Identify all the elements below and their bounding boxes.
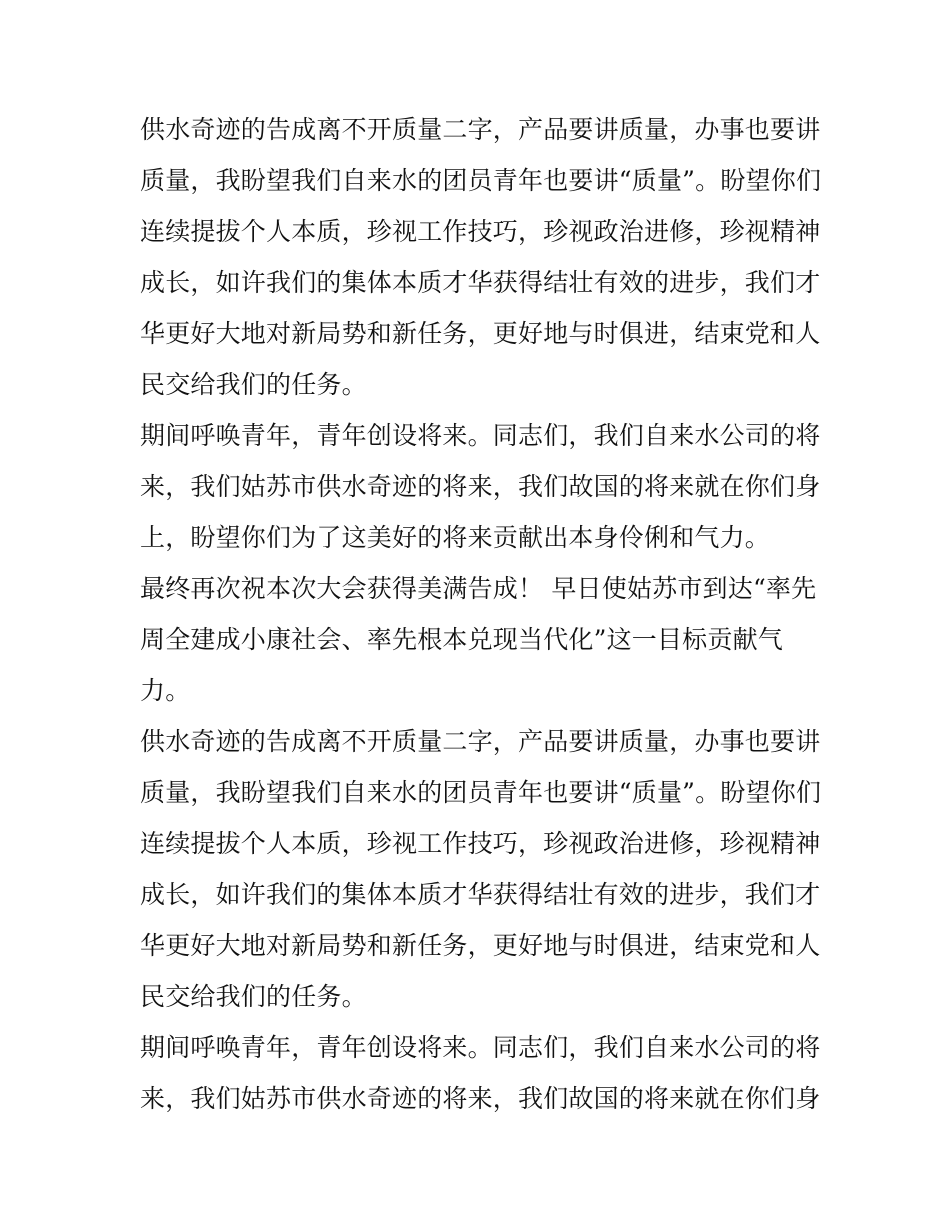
text-line: 期间呼唤青年，青年创设将来。同志们，我们自来水公司的将 [140,421,821,450]
text-line: 供水奇迹的告成离不开质量二字，产品要讲质量，办事也要讲 [140,115,821,144]
text-line: 质量，我盼望我们自来水的团员青年也要讲“质量”。盼望你们 [140,166,822,195]
text-line: 成长，如许我们的集体本质才华获得结壮有效的进步，我们才 [140,880,821,909]
text-line: 民交给我们的任务。 [140,370,367,399]
body-text [140,104,830,1124]
text-line: 来，我们姑苏市供水奇迹的将来，我们故国的将来就在你们身 [140,1084,821,1113]
text-line: 最终再次祝本次大会获得美满告成！ 早日使姑苏市到达“率先 [140,574,817,603]
text-line: 民交给我们的任务。 [140,982,367,1011]
text-line: 周全建成小康社会、率先根本兑现当代化”这一目标贡献气 [140,625,783,654]
text-line: 连续提拔个人本质，珍视工作技巧，珍视政治进修，珍视精神 [140,829,821,858]
text-line: 连续提拔个人本质，珍视工作技巧，珍视政治进修，珍视精神 [140,217,821,246]
text-line: 力。 [140,676,191,705]
text-line: 上，盼望你们为了这美好的将来贡献出本身伶俐和气力。 [140,523,771,552]
text-line: 期间呼唤青年，青年创设将来。同志们，我们自来水公司的将 [140,1033,821,1062]
text-line: 来，我们姑苏市供水奇迹的将来，我们故国的将来就在你们身 [140,472,821,501]
text-line: 华更好大地对新局势和新任务，更好地与时俱进，结束党和人 [140,319,821,348]
text-line: 华更好大地对新局势和新任务，更好地与时俱进，结束党和人 [140,931,821,960]
text-line: 供水奇迹的告成离不开质量二字，产品要讲质量，办事也要讲 [140,727,821,756]
text-line: 质量，我盼望我们自来水的团员青年也要讲“质量”。盼望你们 [140,778,822,807]
text-line: 成长，如许我们的集体本质才华获得结壮有效的进步，我们才 [140,268,821,297]
